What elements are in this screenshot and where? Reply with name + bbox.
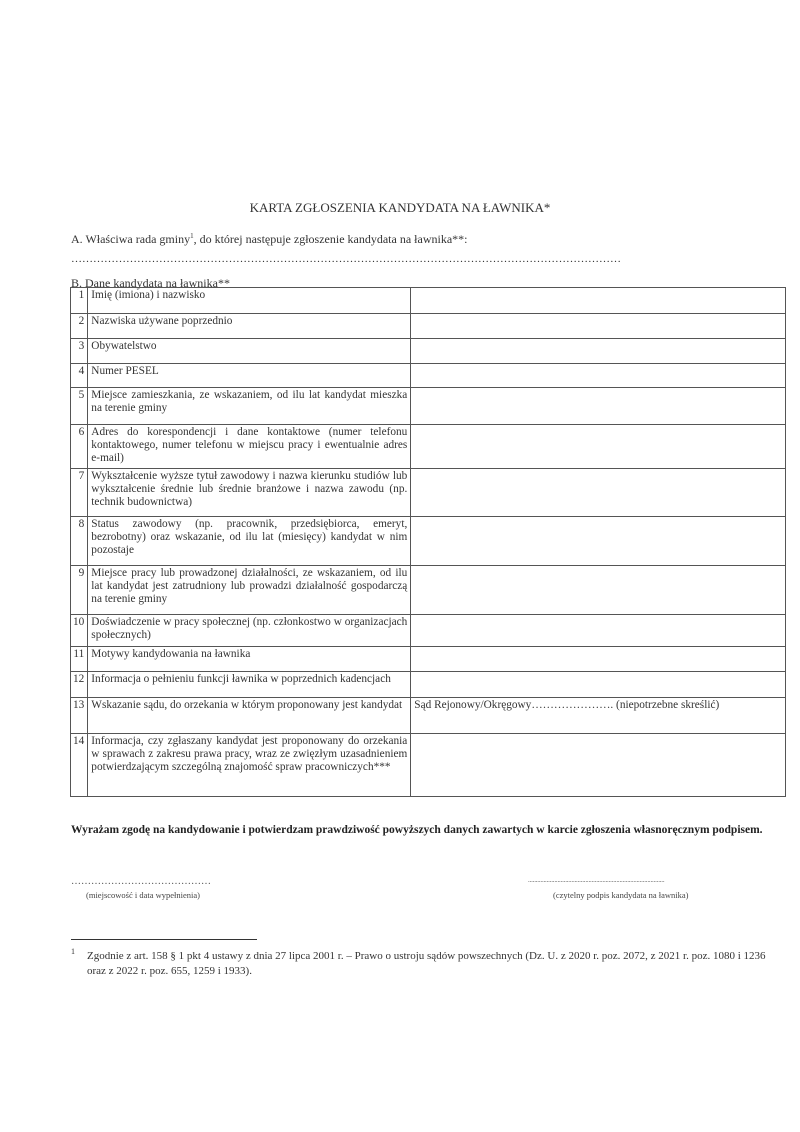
footnote-text: Zgodnie z art. 158 § 1 pkt 4 ustawy z dnia 27 lipca 2001 r. – Prawo o ustroju sądów powszechnych (Dz. U. z 2020 r. poz. 2072, z 2021 r. poz. 1080 i 1236 oraz z 2022 r. poz. 655, 1259 i 1933).	[87, 950, 766, 977]
row-number: 7	[71, 469, 88, 517]
place-date-caption: (miejscowość i data wypełnienia)	[86, 890, 201, 900]
row-value-field[interactable]	[411, 615, 786, 647]
signature-fill-line[interactable]: ........................................................................................	[528, 876, 665, 884]
row-value-field[interactable]	[411, 425, 786, 469]
consent-statement: Wyrażam zgodę na kandydowanie i potwierdzam prawdziwość powyższych danych zawartych w karcie zgłoszenia własnoręcznym podpisem.	[71, 824, 763, 836]
table-row	[71, 425, 786, 469]
row-label: Adres do korespondencji i dane kontaktowe (numer telefonu kontaktowego, numer telefonu w miejscu pracy i ewentualnie adres e-mail)	[88, 425, 411, 469]
row-number: 11	[71, 647, 88, 672]
row-number: 5	[71, 388, 88, 425]
signature-caption: (czytelny podpis kandydata na ławnika)	[553, 890, 689, 900]
row-label: Wskazanie sądu, do orzekania w którym proponowany jest kandydat	[88, 698, 411, 734]
section-a-label	[71, 232, 468, 247]
row-number: 2	[71, 314, 88, 339]
table-row	[71, 615, 786, 647]
footnote-ref: 1	[190, 232, 194, 240]
row-label: Doświadczenie w pracy społecznej (np. członkostwo w organizacjach społecznych)	[88, 615, 411, 647]
table-row	[71, 314, 786, 339]
row-value-field[interactable]	[411, 672, 786, 698]
row-label: Wykształcenie wyższe tytuł zawodowy i nazwa kierunku studiów lub wykształcenie średnie lub średnie branżowe i nazwa zawodu (np. technik budownictwa)	[88, 469, 411, 517]
row-value-field[interactable]	[411, 388, 786, 425]
row-value-field[interactable]	[411, 517, 786, 566]
footnote-number: 1	[71, 947, 75, 956]
place-date-fill-line[interactable]: ……………………………………	[71, 876, 211, 887]
row-value-field[interactable]	[411, 314, 786, 339]
section-a-text-after: , do której następuje zgłoszenie kandydata na ławnika**:	[193, 232, 468, 246]
row-label: Status zawodowy (np. pracownik, przedsiębiorca, emeryt, bezrobotny) oraz wskazanie, od ilu lat (miesięcy) kandydat w nim pozostaje	[88, 517, 411, 566]
row-label: Miejsce pracy lub prowadzonej działalności, ze wskazaniem, od ilu lat kandydat jest zatrudniony lub prowadzi działalność gospodarczą na terenie gminy	[88, 566, 411, 615]
row-value-field[interactable]	[411, 469, 786, 517]
row-label: Miejsce zamieszkania, ze wskazaniem, od ilu lat kandydat mieszka na terenie gminy	[88, 388, 411, 425]
table-row	[71, 672, 786, 698]
row-value-field[interactable]	[411, 339, 786, 364]
section-a-text: A. Właściwa rada gminy	[71, 232, 191, 246]
table-row	[71, 734, 786, 797]
table-row	[71, 339, 786, 364]
row-value-field[interactable]	[411, 647, 786, 672]
row-label: Imię (imiona) i nazwisko	[88, 288, 411, 314]
row-value-field[interactable]	[411, 734, 786, 797]
row-number: 14	[71, 734, 88, 797]
table-row	[71, 566, 786, 615]
row-label: Motywy kandydowania na ławnika	[88, 647, 411, 672]
row-number: 6	[71, 425, 88, 469]
row-value-field[interactable]	[411, 364, 786, 388]
table-row	[71, 288, 786, 314]
row-value-field[interactable]	[411, 566, 786, 615]
page-title: KARTA ZGŁOSZENIA KANDYDATA NA ŁAWNIKA*	[249, 200, 551, 215]
row-label: Informacja o pełnieniu funkcji ławnika w poprzednich kadencjach	[88, 672, 411, 698]
table-row	[71, 469, 786, 517]
row-number: 1	[71, 288, 88, 314]
row-label: Obywatelstwo	[88, 339, 411, 364]
table-row	[71, 647, 786, 672]
table-row	[71, 698, 786, 734]
row-number: 12	[71, 672, 88, 698]
candidate-data-table	[70, 287, 786, 797]
row-label: Nazwiska używane poprzednio	[88, 314, 411, 339]
footnote-divider	[71, 939, 257, 940]
council-fill-line[interactable]: ……………………………………………………………………………………………………………………………………	[71, 253, 621, 265]
row-number: 13	[71, 698, 88, 734]
row-label: Informacja, czy zgłaszany kandydat jest proponowany do orzekania w sprawach z zakresu prawa pracy, wraz ze zwięzłym uzasadnieniem potwierdzającym szczególną znajomość spraw pracowniczych***	[88, 734, 411, 797]
table-row	[71, 517, 786, 566]
row-label: Numer PESEL	[88, 364, 411, 388]
row-number: 3	[71, 339, 88, 364]
row-value-field[interactable]	[411, 288, 786, 314]
row-number: 8	[71, 517, 88, 566]
table-row	[71, 388, 786, 425]
section-b-label: B. Dane kandydata na ławnika**	[71, 276, 230, 290]
row-number: 10	[71, 615, 88, 647]
row-number: 4	[71, 364, 88, 388]
table-row	[71, 364, 786, 388]
row-number: 9	[71, 566, 88, 615]
row-value-field[interactable]: Sąd Rejonowy/Okręgowy…………………. (niepotrzebne skreślić)	[411, 698, 786, 734]
